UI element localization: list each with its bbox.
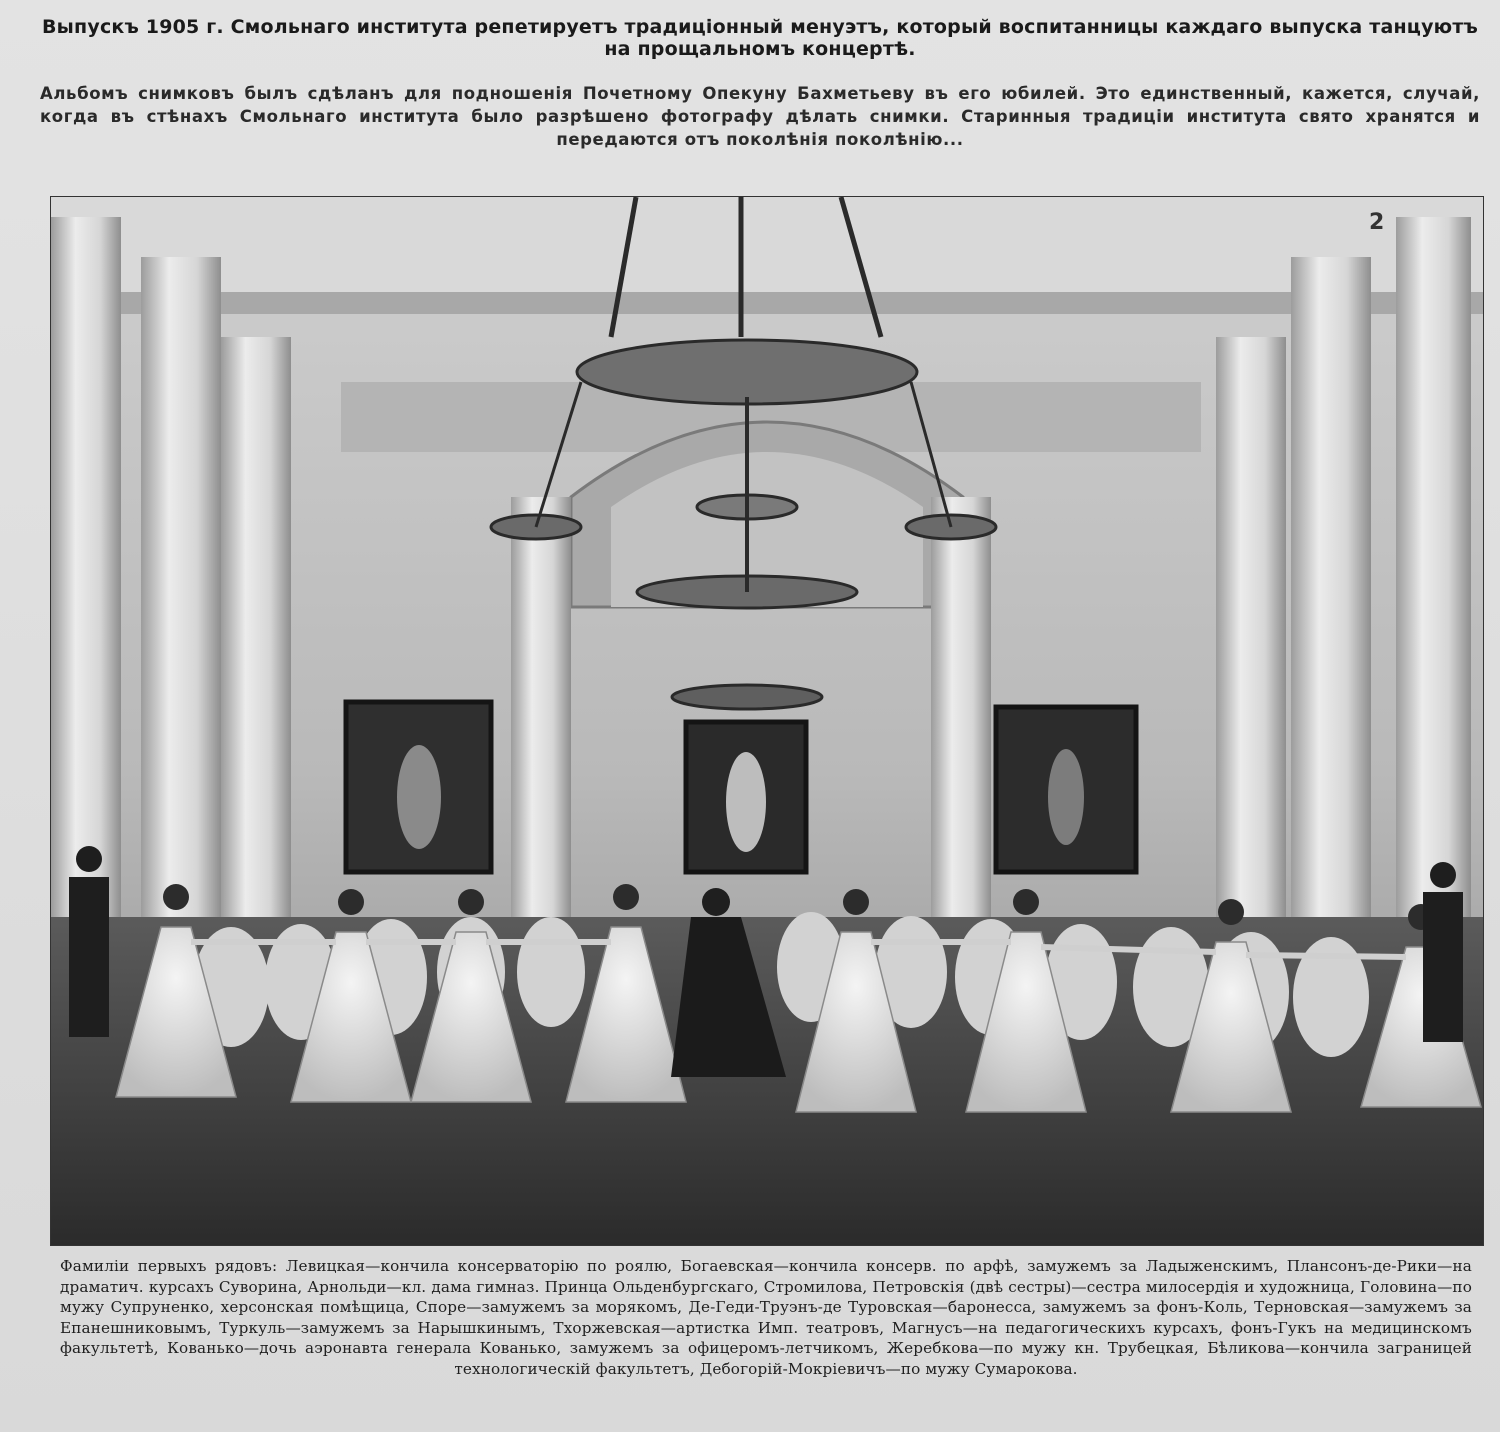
ceiling: [51, 197, 1483, 307]
intro-paragraph: Альбомъ снимковъ былъ сдѣланъ для подношенія Почетному Опекуну Бахметьеву въ его юбилей. Это единственный, кажется, случай, когда въ стѣнахъ Смольнаго института было разрѣшено фотографу дѣлать снимки. Старинныя традиціи института свято хранятся и передаются отъ поколѣнія поколѣнію...: [40, 84, 1480, 149]
cornice: [51, 292, 1483, 314]
headline: Выпускъ 1905 г. Смольнаго института репетируетъ традиціонный менуэтъ, который воспитанницы каждаго выпуска танцуютъ на прощальномъ концертѣ.: [41, 16, 1479, 60]
ballroom-photograph: [50, 196, 1484, 1246]
caption-lead: Фамиліи первыхъ рядовъ:: [60, 1257, 278, 1275]
frame-number: 2: [1369, 210, 1385, 235]
portrait-left: [346, 702, 491, 872]
caption-paragraph: [60, 1256, 1472, 1379]
caption-text: Левицкая—кончила консерваторію по роялю, Богаевская—кончила консерв. по арфѣ, замужемъ за Ладыженскимъ, Плансонъ-де-Рики—на драматич. курсахъ Суворина, Арнольди—кл. дама гимназ. Принца Ольденбургскаго, Стромилова, Петровскія (двѣ сестры)—сестра милосердія и художница, Головина—по мужу Супруненко, херсонская помѣщица, Споре—замужемъ за морякомъ, Де-Геди-Труэнъ-де Туровская—баронесса, замужемъ за фонъ-Коль, Терновская—замужемъ за Епанешниковымъ, Туркуль—замужемъ за Нарышкинымъ, Тхоржевская—артистка Имп. театровъ, Магнусъ—на педагогическихъ курсахъ, фонъ-Гукъ на медицинскомъ факультетѣ, Кованько—дочь аэронавта генерала Кованько, замужемъ за офицеромъ-летчикомъ, Жеребкова—по мужу кн. Трубецкая, Бѣликова—кончила заграницей технологическій факультетъ, Дебогорій-Мокріевичъ—по мужу Сумарокова.: [60, 1257, 1472, 1378]
portrait-center: [686, 722, 806, 872]
portrait-right: [996, 707, 1136, 872]
